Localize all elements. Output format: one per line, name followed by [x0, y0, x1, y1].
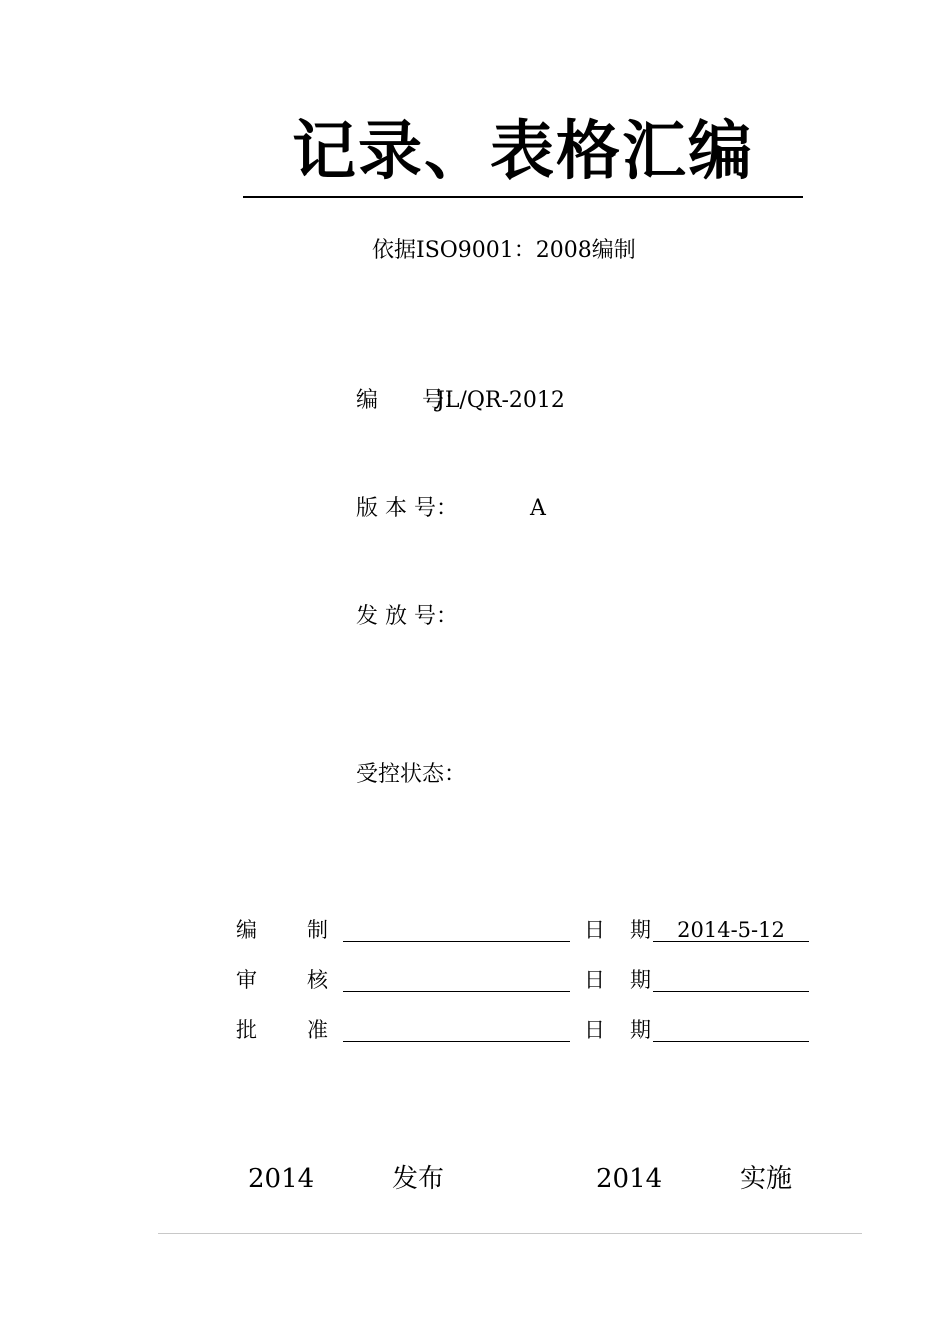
publish-year: 2014 [248, 1164, 315, 1194]
effective-label: 实施 [740, 1164, 793, 1194]
date-line [653, 1041, 809, 1042]
issue-number-field [356, 602, 458, 632]
signoff-role-char: 编 [236, 918, 257, 942]
signature-line [343, 941, 570, 942]
signoff-role-char: 批 [236, 1018, 257, 1042]
document-subtitle: 依据ISO9001：2008编制 [372, 238, 636, 263]
version-field [356, 494, 546, 524]
document-code-label: 编 号： [356, 388, 467, 413]
date-label-char: 日 [584, 1018, 605, 1042]
date-label-char: 日 [584, 968, 605, 992]
date-label-char: 期 [630, 918, 651, 942]
date-line [653, 991, 809, 992]
control-status-field [356, 760, 466, 790]
signoff-role-char: 审 [236, 968, 257, 992]
effective-year: 2014 [596, 1164, 663, 1194]
signoff-role-char: 制 [307, 918, 328, 942]
document-code-field [356, 386, 565, 416]
signature-line [343, 991, 570, 992]
page-bottom-divider [158, 1233, 862, 1234]
signoff-role-char: 核 [307, 968, 328, 992]
signature-line [343, 1041, 570, 1042]
control-status-label: 受控状态： [356, 762, 467, 787]
date-label-char: 期 [630, 968, 651, 992]
date-label-char: 日 [584, 918, 605, 942]
document-title: 记录、表格汇编 [292, 115, 754, 189]
version-value: A [530, 496, 546, 521]
title-underline [243, 196, 803, 198]
publish-label: 发布 [392, 1164, 445, 1194]
issue-number-label: 发 放 号： [356, 604, 458, 629]
version-label: 版 本 号： [356, 496, 458, 521]
date-line [653, 941, 809, 942]
document-code-value: JL/QR-2012 [436, 388, 565, 413]
signoff-role-char: 准 [307, 1018, 328, 1042]
date-value: 2014-5-12 [677, 918, 785, 942]
date-label-char: 期 [630, 1018, 651, 1042]
